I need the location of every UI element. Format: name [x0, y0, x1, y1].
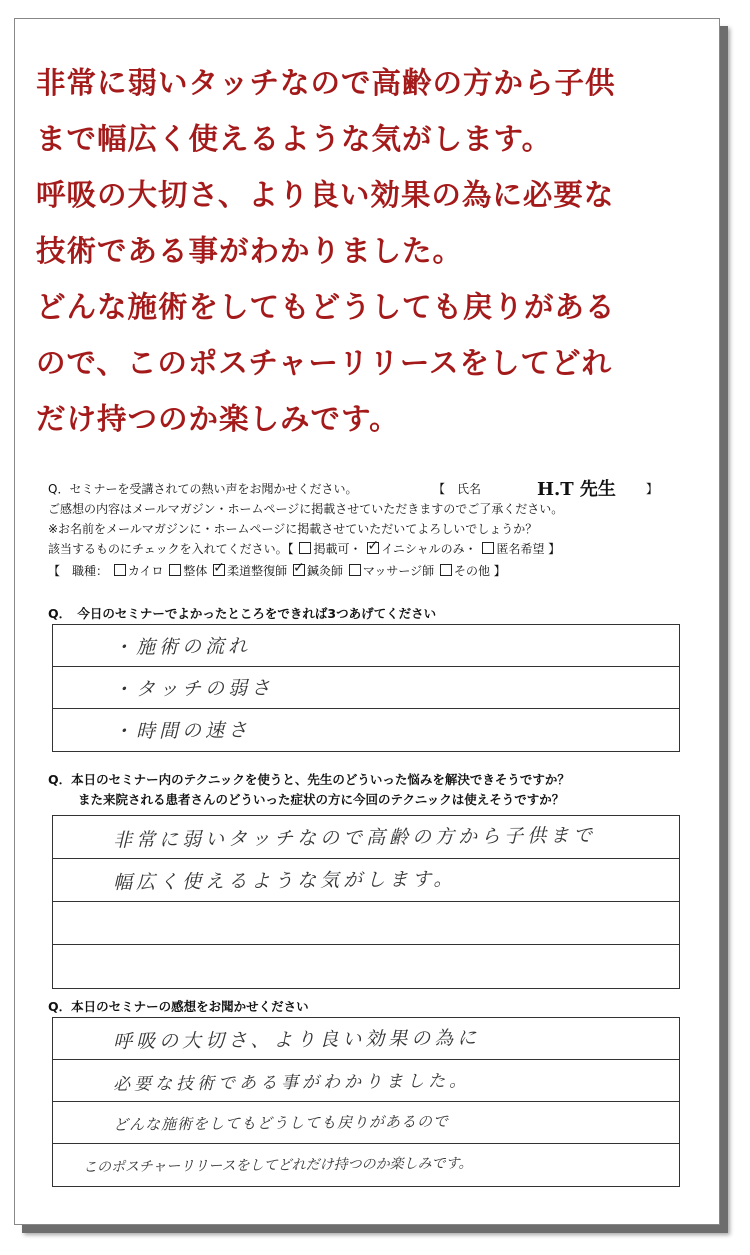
job-prefix: 【 職種：	[48, 564, 109, 578]
q2-title-1: Q．本日のセミナー内のテクニックを使うと、先生のどういった悩みを解決できそうですか？	[48, 772, 570, 787]
consent-row	[48, 540, 560, 558]
notice-line-1: ご感想の内容はメールマガジン・ホームページに掲載させていただきますのでご了承ください。	[48, 502, 564, 516]
checkbox-anonymous[interactable]	[482, 542, 494, 554]
consent-option-initials: イニシャルのみ・	[381, 542, 477, 556]
answer-text: このポスチャーリリースをしてどれだけ持つのか楽しみです。	[82, 1155, 473, 1176]
job-option-chiro: カイロ	[127, 564, 164, 578]
checkbox-seitai[interactable]	[169, 564, 181, 576]
headline-quote	[36, 55, 696, 447]
checkbox-publish[interactable]	[299, 542, 311, 554]
checkbox-other[interactable]	[440, 564, 452, 576]
q2-title-2: また来院される患者さんのどういった症状の方に今回のテクニックは使えそうですか？	[78, 792, 565, 807]
answer-row	[53, 667, 679, 709]
answer-text: 幅広く使えるような気がします。	[112, 868, 457, 894]
answer-row	[53, 709, 679, 751]
name-label: 【 氏名	[433, 482, 482, 496]
form-question-title	[48, 480, 357, 498]
answer-row	[53, 945, 679, 988]
answer-row	[53, 1144, 679, 1186]
headline-line: どんな施術をしてもどうしても戻りがある	[36, 289, 616, 324]
headline-line: だけ持つのか楽しみです。	[36, 401, 400, 436]
consent-option-anonymous: 匿名希望	[496, 542, 545, 556]
answer-row	[53, 816, 679, 859]
consent-suffix: 】	[548, 542, 561, 556]
headline-line: 呼吸の大切さ、より良い効果の為に必要な	[36, 177, 615, 212]
job-row	[48, 562, 506, 580]
job-option-judo: 柔道整復師	[227, 564, 288, 578]
consent-option-publish: 掲載可・	[313, 542, 362, 556]
form-q-title-text: Q．セミナーを受講されての熱い声をお聞かせください。	[48, 482, 358, 496]
headline-line: ので、このポスチャーリリースをしてどれ	[36, 345, 612, 380]
checkbox-initials[interactable]	[367, 542, 379, 554]
headline-line: 非常に弱いタッチなので高齢の方から子供	[36, 65, 616, 100]
checkbox-judo[interactable]	[213, 564, 225, 576]
q1-title: Q． 今日のセミナーでよかったところをできれば3つあげてください	[48, 606, 437, 621]
q2-answer-box	[52, 815, 680, 989]
answer-row	[53, 902, 679, 945]
checkbox-acupuncture[interactable]	[293, 564, 305, 576]
checkbox-massage[interactable]	[349, 564, 361, 576]
answer-row	[53, 859, 679, 902]
job-option-acupuncture: 鍼灸師	[307, 564, 344, 578]
checkbox-chiro[interactable]	[114, 564, 126, 576]
job-option-seitai: 整体	[183, 564, 208, 578]
name-close: 】	[646, 482, 659, 496]
answer-row	[53, 1060, 679, 1102]
job-option-other: その他	[453, 564, 490, 578]
job-suffix: 】	[493, 564, 506, 578]
notice-line-2: ※お名前をメールマガジンに・ホームページに掲載させていただいてよろしいでしょうか？	[48, 522, 538, 536]
headline-line: まで幅広く使えるような気がします。	[36, 121, 553, 156]
name-value: H.T 先生	[537, 479, 616, 500]
answer-text: ・タッチの弱さ	[112, 676, 275, 701]
answer-row	[53, 1018, 679, 1060]
answer-text: 必要な技術である事がわかりました。	[112, 1070, 471, 1095]
answer-text: 非常に弱いタッチなので高齢の方から子供まで	[112, 824, 597, 852]
headline-line: 技術である事がわかりました。	[36, 233, 464, 268]
q3-answer-box	[52, 1017, 680, 1187]
answer-text: ・時間の速さ	[112, 719, 252, 743]
answer-row	[53, 1102, 679, 1144]
answer-row	[53, 625, 679, 667]
answer-text: どんな施術をしてもどうしても戻りがあるので	[112, 1111, 450, 1134]
consent-prefix: 該当するものにチェックを入れてください。【	[48, 542, 294, 556]
q3-title: Q．本日のセミナーの感想をお聞かせください	[48, 999, 309, 1014]
answer-text: ・施術の流れ	[112, 634, 252, 659]
job-option-massage: マッサージ師	[362, 564, 435, 578]
answer-text: 呼吸の大切さ、より良い効果の為に	[112, 1026, 481, 1053]
q1-answer-box	[52, 624, 680, 752]
